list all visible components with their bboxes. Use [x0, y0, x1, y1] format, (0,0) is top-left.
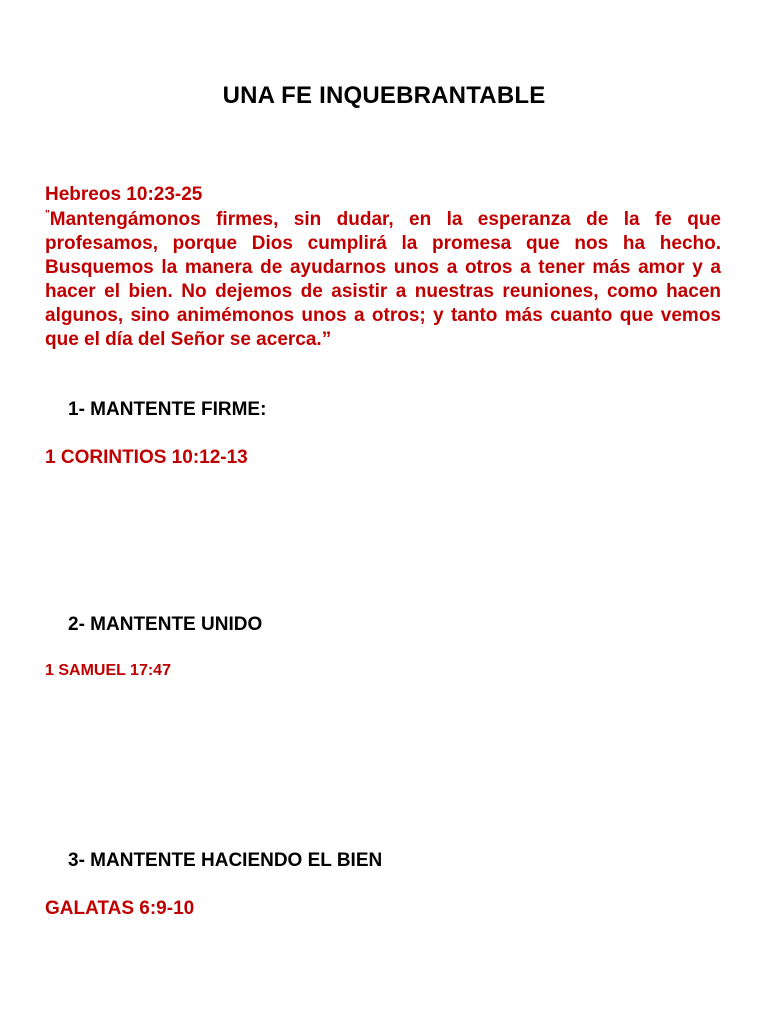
point-heading-1: 1- MANTENTE FIRME: — [68, 399, 267, 420]
point-heading-2: 2- MANTENTE UNIDO — [68, 614, 263, 635]
verse-body: Mantengámonos firmes, sin dudar, en la esperanza de la fe que profesamos, porque Dios cumplirá la promesa que nos ha hecho. Busquemos la manera de ayudarnos unos a otros a tener más amor y a hacer el bien. No dejemos de asistir a nuestras reuniones, como hacen algunos, sino animémonos unos a otros; y tanto más cuanto que vemos que el día del Señor se acerca.” — [45, 209, 721, 350]
point-heading-3: 3- MANTENTE HACIENDO EL BIEN — [68, 850, 383, 871]
point-reference-3: GALATAS 6:9-10 — [45, 898, 195, 919]
verse-reference: Hebreos 10:23-25 — [45, 184, 203, 205]
point-reference-1: 1 CORINTIOS 10:12-13 — [45, 447, 248, 468]
verse-open-quote: " — [45, 209, 50, 220]
verse-text — [45, 208, 721, 352]
point-reference-2: 1 SAMUEL 17:47 — [45, 662, 171, 679]
document-title: UNA FE INQUEBRANTABLE — [222, 82, 546, 109]
